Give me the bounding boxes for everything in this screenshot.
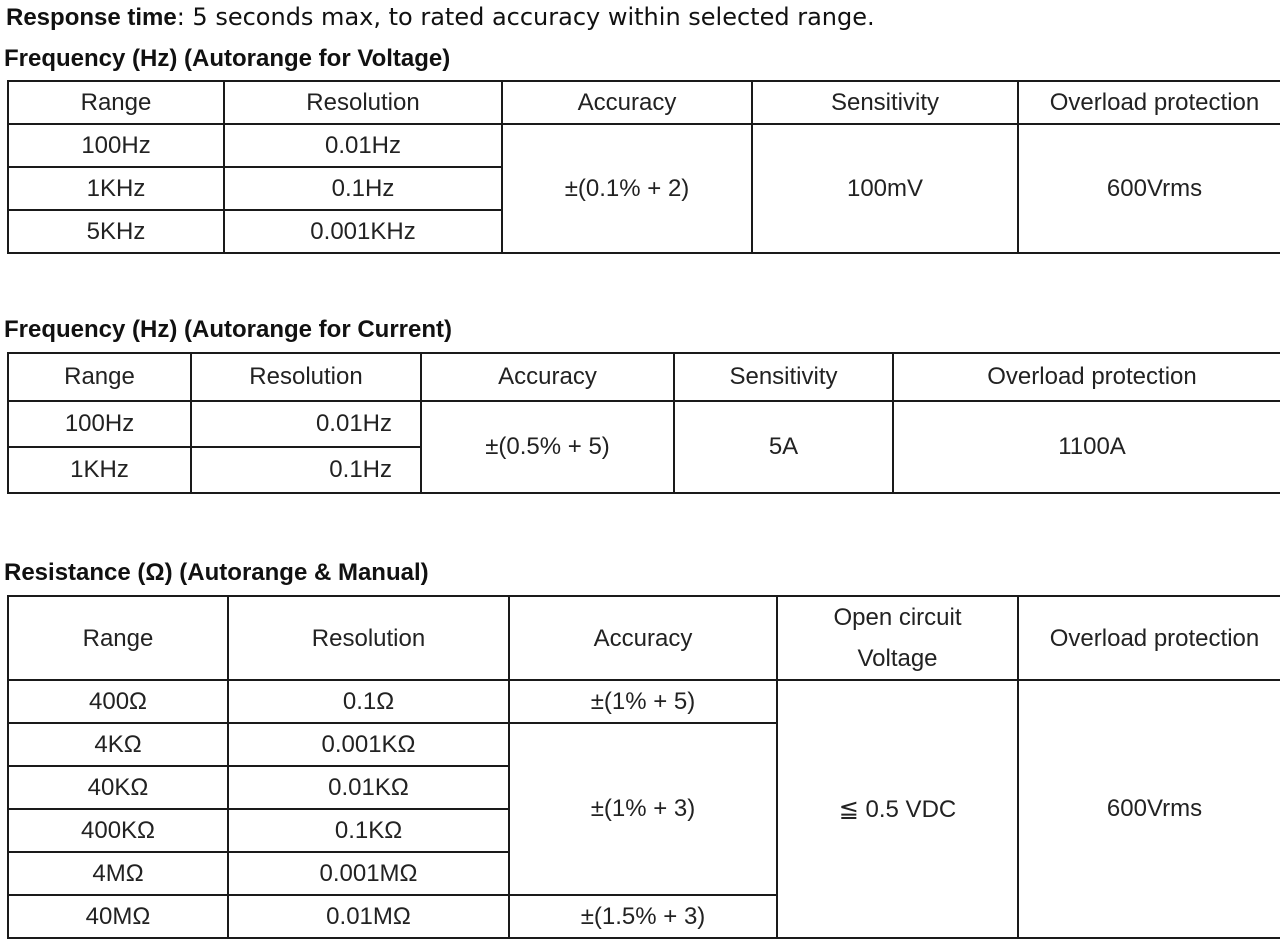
header-overload-protection: Overload protection (1018, 596, 1280, 680)
accuracy-cell: ±(0.1% + 2) (502, 124, 752, 253)
resolution-cell: 0.1Ω (228, 680, 509, 723)
range-cell: 1KHz (8, 447, 191, 493)
open-circuit-voltage-cell: ≦ 0.5 VDC (777, 680, 1018, 938)
accuracy-cell: ±(0.5% + 5) (421, 401, 674, 493)
range-cell: 400KΩ (8, 809, 228, 852)
header-accuracy: Accuracy (509, 596, 777, 680)
table-header-row (8, 81, 1280, 124)
frequency-voltage-title: Frequency (Hz) (Autorange for Voltage) (4, 45, 451, 72)
range-cell: 400Ω (8, 680, 228, 723)
table-row (8, 401, 1280, 447)
accuracy-cell: ±(1% + 5) (509, 680, 777, 723)
response-time-text: : 5 seconds max, to rated accuracy within selected range. (176, 3, 875, 31)
header-open-circuit-voltage (777, 596, 1018, 680)
header-sensitivity: Sensitivity (674, 353, 893, 401)
range-cell: 40KΩ (8, 766, 228, 809)
resolution-cell: 0.1Hz (224, 167, 502, 210)
frequency-voltage-table (7, 80, 1280, 254)
overload-cell: 600Vrms (1018, 680, 1280, 938)
resolution-cell: 0.001KHz (224, 210, 502, 253)
frequency-current-table (7, 352, 1280, 494)
header-range: Range (8, 81, 224, 124)
table-header-row (8, 596, 1280, 680)
table-header-row (8, 353, 1280, 401)
response-time-label: Response time (6, 4, 177, 31)
sensitivity-cell: 100mV (752, 124, 1018, 253)
sensitivity-cell: 5A (674, 401, 893, 493)
resolution-cell: 0.01MΩ (228, 895, 509, 938)
resolution-cell: 0.01KΩ (228, 766, 509, 809)
range-cell: 4KΩ (8, 723, 228, 766)
resolution-cell: 0.001KΩ (228, 723, 509, 766)
range-cell: 1KHz (8, 167, 224, 210)
accuracy-cell: ±(1% + 3) (509, 723, 777, 895)
header-overload-protection: Overload protection (893, 353, 1280, 401)
range-cell: 40MΩ (8, 895, 228, 938)
table-row (8, 680, 1280, 723)
overload-cell: 600Vrms (1018, 124, 1280, 253)
overload-cell: 1100A (893, 401, 1280, 493)
response-time-note (6, 2, 875, 33)
header-voltage-line: Voltage (857, 645, 938, 672)
header-resolution: Resolution (191, 353, 421, 401)
range-cell: 100Hz (8, 401, 191, 447)
header-open-circuit-line: Open circuit (833, 604, 962, 631)
resolution-cell: 0.1KΩ (228, 809, 509, 852)
range-cell: 4MΩ (8, 852, 228, 895)
header-sensitivity: Sensitivity (752, 81, 1018, 124)
header-resolution: Resolution (228, 596, 509, 680)
resolution-cell: 0.01Hz (191, 401, 421, 447)
table-row (8, 124, 1280, 167)
resistance-table (7, 595, 1280, 939)
header-range: Range (8, 353, 191, 401)
range-cell: 100Hz (8, 124, 224, 167)
header-accuracy: Accuracy (421, 353, 674, 401)
resolution-cell: 0.01Hz (224, 124, 502, 167)
resolution-cell: 0.001MΩ (228, 852, 509, 895)
range-cell: 5KHz (8, 210, 224, 253)
header-range: Range (8, 596, 228, 680)
resolution-cell: 0.1Hz (191, 447, 421, 493)
accuracy-cell: ±(1.5% + 3) (509, 895, 777, 938)
header-resolution: Resolution (224, 81, 502, 124)
header-overload-protection: Overload protection (1018, 81, 1280, 124)
frequency-current-title: Frequency (Hz) (Autorange for Current) (4, 316, 453, 343)
resistance-title: Resistance (Ω) (Autorange & Manual) (4, 559, 429, 586)
header-accuracy: Accuracy (502, 81, 752, 124)
